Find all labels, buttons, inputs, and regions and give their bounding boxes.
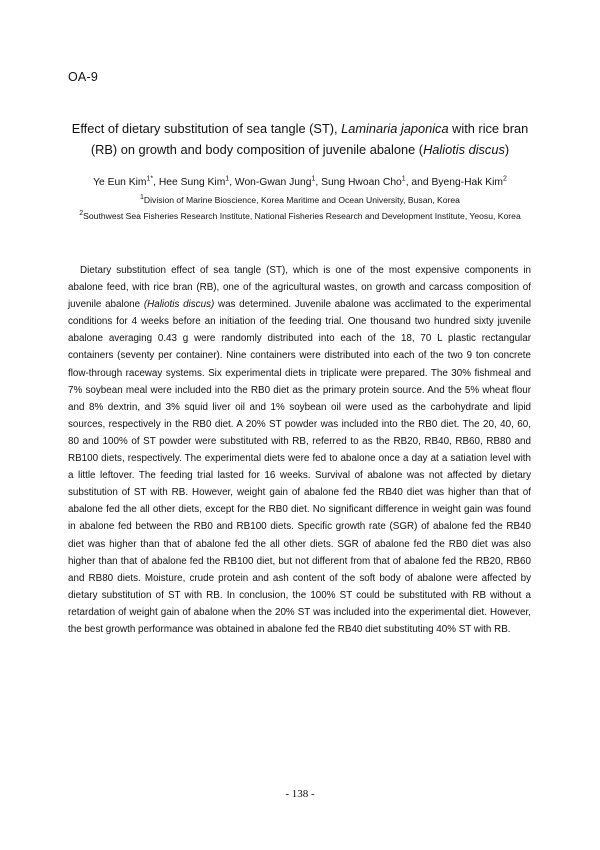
- abstract-body: [68, 262, 531, 638]
- title-part-2: with rice bran (RB) on growth and body composition of juvenile abalone (: [90, 121, 529, 157]
- author-name: Hee Sung Kim: [158, 177, 226, 188]
- title-part-1: Effect of dietary substitution of sea tangle (ST),: [71, 121, 342, 136]
- session-code: OA-9: [68, 70, 98, 84]
- author-affiliation-mark: 1*: [146, 175, 154, 183]
- author-name: Byeng-Hak Kim: [431, 177, 503, 188]
- author-list: [60, 176, 540, 190]
- affiliation-2: [60, 209, 540, 224]
- title-species-1: Laminaria japonica: [341, 121, 449, 136]
- affiliation-text: Southwest Sea Fisheries Research Institute, National Fisheries Research and Development Institute, Yeosu, Korea: [83, 211, 521, 221]
- author-name: Won-Gwan Jung: [234, 177, 312, 188]
- title-species-2: Haliotis discus: [423, 142, 505, 157]
- author-separator: ,: [153, 177, 159, 188]
- abstract-part-1: Dietary substitution effect of sea tangle (ST), which is one of the most expensive components in abalone feed, with rice bran (RB), one of the agricultural wastes, on growth and carcass composition of juvenile abalone: [68, 265, 531, 311]
- author-separator: ,: [229, 177, 235, 188]
- abstract-species: (Haliotis discus): [143, 299, 215, 311]
- author-separator: , and: [405, 177, 432, 188]
- affiliation-1: [60, 193, 540, 208]
- author-affiliation-mark: 1: [401, 175, 406, 183]
- paper-title: [60, 118, 540, 160]
- page-number: - 138 -: [285, 788, 315, 800]
- author-name: Sung Hwoan Cho: [321, 177, 402, 188]
- author-name: Ye Eun Kim: [93, 177, 147, 188]
- author-affiliation-mark: 1: [225, 175, 230, 183]
- author-affiliation-mark: 2: [503, 175, 507, 183]
- affiliation-mark: 1: [140, 194, 144, 202]
- abstract-part-2: was determined. Juvenile abalone was acclimated to the experimental conditions for 4 weeks before an initiation of the feeding trial. One thousand two hundred sixty juvenile abalone averaging 0.43 g were randomly distributed into each of the 18, 70 L plastic rectangular containers (seventy per container). Nine containers were distributed into each of the two 9 ton concrete flow-through raceway systems. Six experimental diets in triplicate were prepared. The 30% fishmeal and 7% soybean meal were included into the RB0 diet as the primary protein source. And the 5% wheat flour and 8% dextrin, and 3% squid liver oil and 1% soybean oil were used as the carbohydrate and lipid sources, respectively in the RB0 diet. A 20% ST powder was included into the RB0 diet. The 20, 40, 60, 80 and 100% of ST powder were substituted with RB, referred to as the RB20, RB40, RB60, RB80 and RB100 diets, respectively. The experimental diets were fed to abalone once a day at a satiation level with a little leftover. The feeding trial lasted for 16 weeks. Survival of abalone was not affected by dietary substitution of ST with RB. However, weight gain of abalone fed the RB40 diet was higher than that of abalone fed the all other diets, except for the RB0 diet. No significant difference in weight gain was found in abalone fed between the RB0 and RB100 diets. Specific growth rate (SGR) of abalone fed the RB40 diet was higher than that of abalone fed the all other diets. SGR of abalone fed the RB0 diet was also higher than that of abalone fed the RB100 diet, but not different from that of abalone fed the RB20, RB60 and RB80 diets. Moisture, crude protein and ash content of the soft body of abalone were affected by dietary substitution of ST with RB. In conclusion, the 100% ST could be substituted with RB without a retardation of weight gain of abalone when the 20% ST was included into the experimental diet. However, the best growth performance was obtained in abalone fed the RB40 diet substituting 40% ST with RB.: [68, 299, 532, 635]
- author-affiliation-mark: 1: [311, 175, 316, 183]
- affiliation-mark: 2: [79, 210, 84, 218]
- title-part-3: ): [504, 142, 510, 157]
- affiliation-text: Division of Marine Bioscience, Korea Maritime and Ocean University, Busan, Korea: [143, 195, 460, 205]
- author-separator: ,: [315, 177, 322, 188]
